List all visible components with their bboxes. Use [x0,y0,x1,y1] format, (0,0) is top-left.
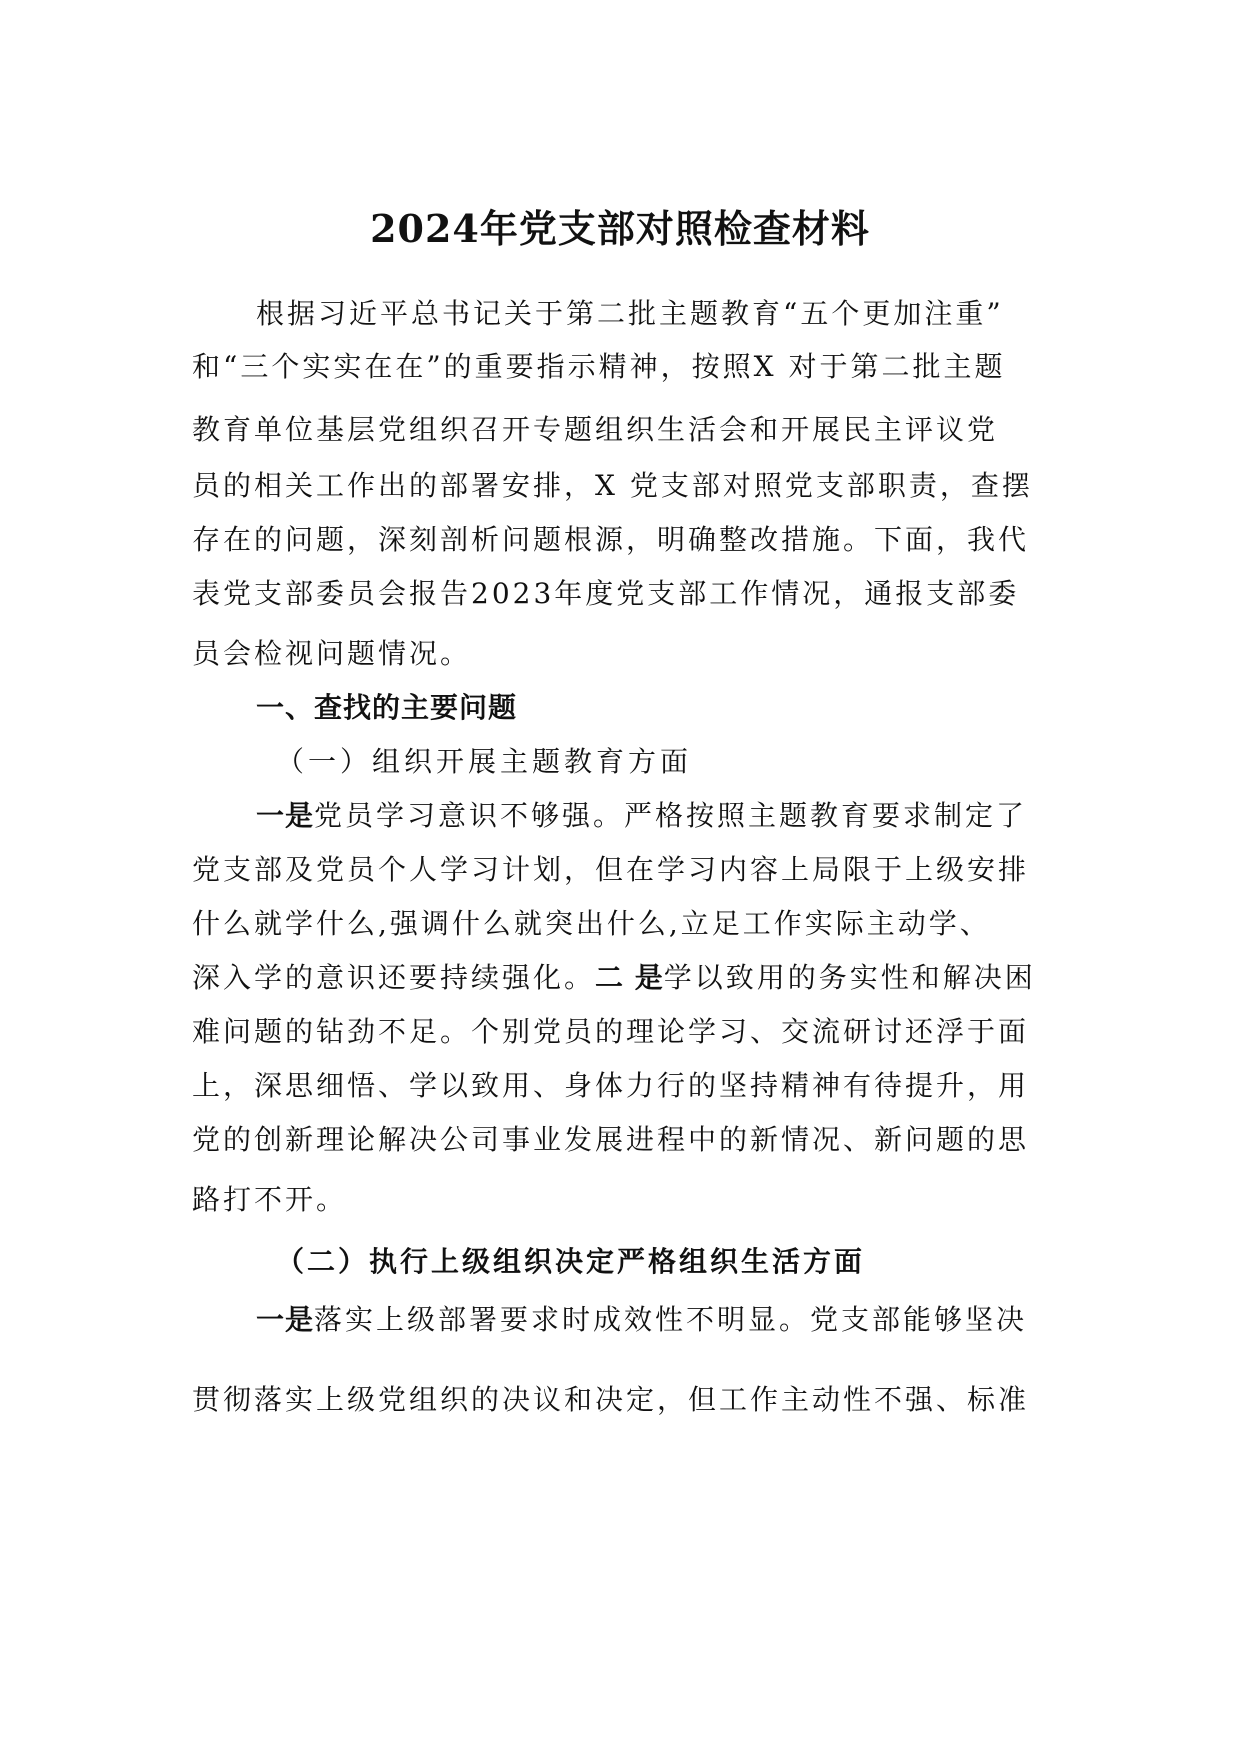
intro-line-5: 存在的问题，深刻剖析问题根源，明确整改措施。下面，我代 [192,523,1030,556]
sub1-line-1-lead: 一是 [256,799,315,832]
intro-line-6: 表党支部委员会报告2023年度党支部工作情况，通报支部委 [192,577,1020,610]
intro-line-2: 和“三个实实在在”的重要指示精神，按照X 对于第二批主题 [192,350,1006,383]
sub1-line-4-pre: 深入学的意识还要持续强化。 [192,961,596,994]
sub1-line-6: 上，深思细悟、学以致用、身体力行的坚持精神有待提升，用 [192,1069,1030,1102]
sub1-line-1 [256,798,1027,834]
subsection-2-heading: （二）执行上级组织决定严格组织生活方面 [276,1245,866,1278]
sub1-line-4-post: 学以致用的务实性和解决困 [663,961,1036,994]
sub2-line-1-text: 落实上级部署要求时成效性不明显。党支部能够坚决 [314,1303,1028,1336]
sub1-line-2: 党支部及党员个人学习计划，但在学习内容上局限于上级安排 [192,853,1030,886]
sub1-line-4-lead: 二 是 [595,961,664,994]
sub2-line-1-lead: 一是 [256,1303,315,1336]
sub1-line-1-text: 党员学习意识不够强。严格按照主题教育要求制定了 [314,799,1028,832]
sub1-line-7: 党的创新理论解决公司事业发展进程中的新情况、新问题的思 [192,1123,1030,1156]
document-title: 2024年党支部对照检查材料 [370,206,870,251]
sub1-line-8: 路打不开。 [192,1183,348,1216]
intro-line-4: 员的相关工作出的部署安排，X 党支部对照党支部职责，查摆 [192,469,1033,502]
intro-line-7: 员会检视问题情况。 [192,637,472,670]
sub1-line-3: 什么就学什么,强调什么就突出什么,立足工作实际主动学、 [192,907,991,940]
subsection-1-heading: （一）组织开展主题教育方面 [276,745,693,778]
intro-line-3: 教育单位基层党组织召开专题组织生活会和开展民主评议党 [192,413,999,446]
intro-line-1: 根据习近平总书记关于第二批主题教育“五个更加注重” [256,297,1004,330]
sub1-line-5: 难问题的钻劲不足。个别党员的理论学习、交流研讨还浮于面 [192,1015,1030,1048]
section-1-heading: 一、查找的主要问题 [256,691,518,724]
sub2-line-1 [256,1302,1027,1338]
sub2-line-2: 贯彻落实上级党组织的决议和决定，但工作主动性不强、标准 [192,1383,1030,1416]
sub1-line-4 [192,960,1036,996]
